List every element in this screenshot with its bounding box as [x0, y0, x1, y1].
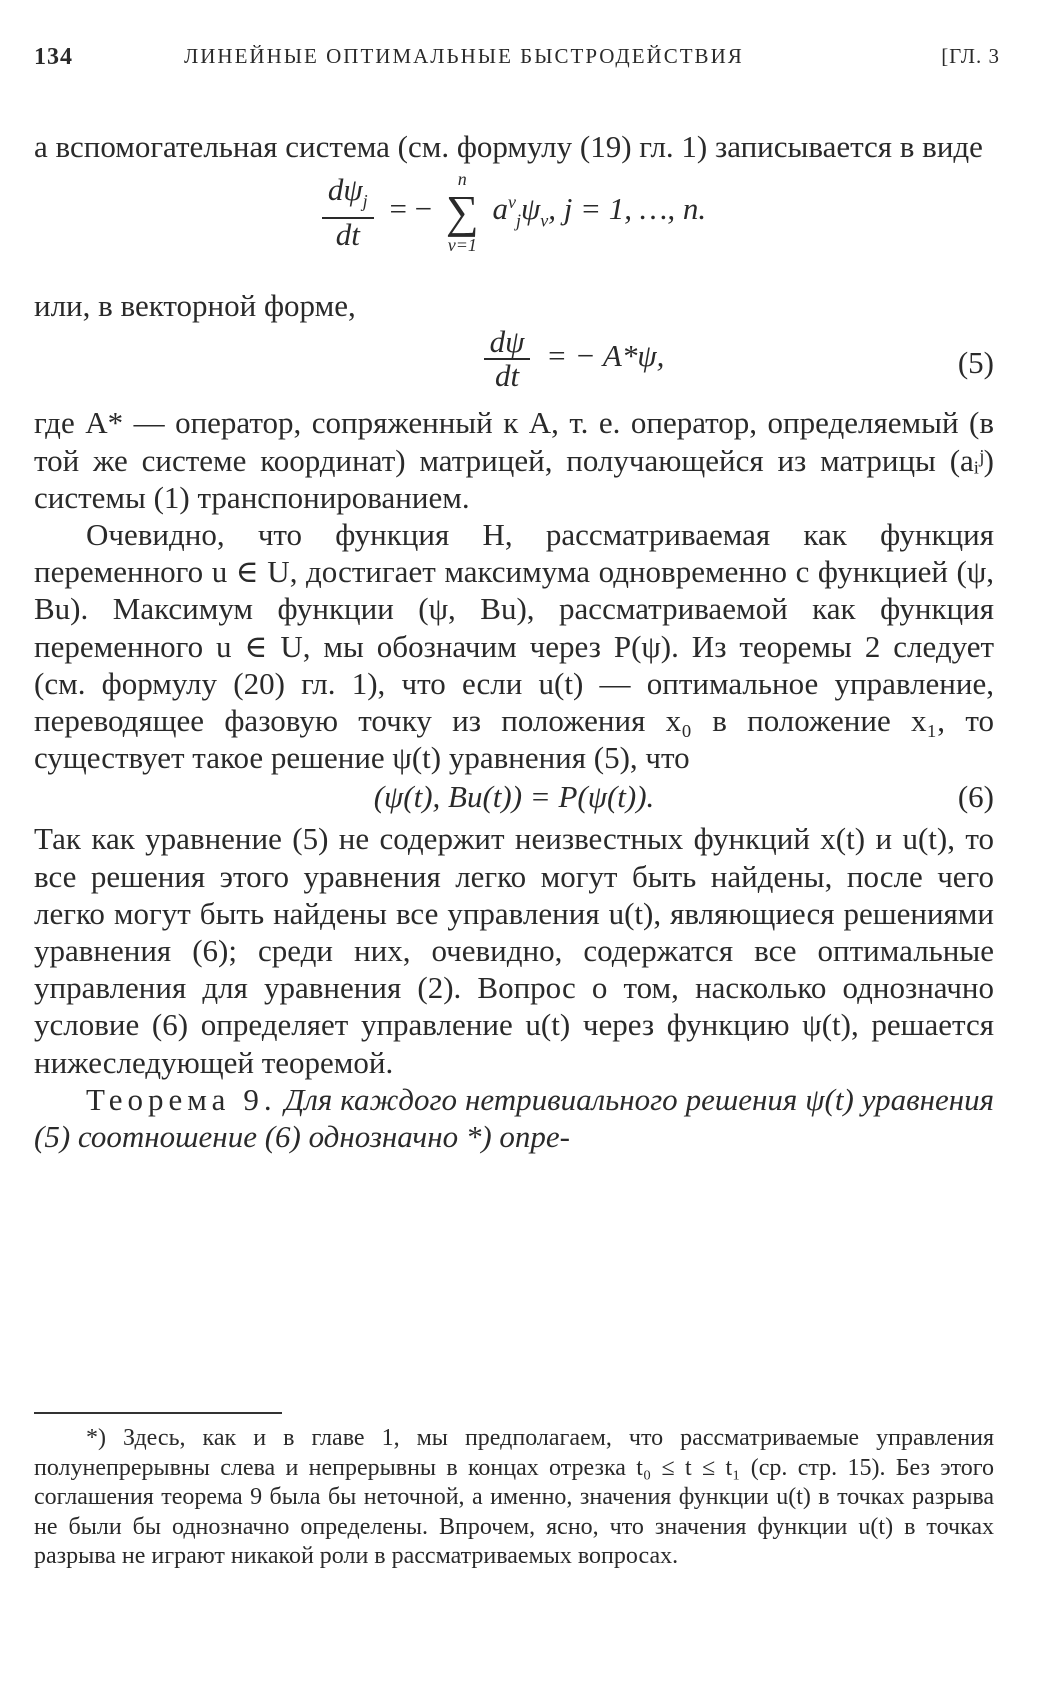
- equation-6: (ψ(t), Bu(t)) = P(ψ(t)). (6): [373, 779, 994, 815]
- footnote-separator: [34, 1412, 282, 1414]
- footnote: [34, 1424, 994, 1572]
- running-title: ЛИНЕЙНЫЕ ОПТИМАЛЬНЫЕ БЫСТРОДЕЙСТВИЯ: [184, 44, 744, 68]
- equation-auxiliary-system: $\frac{d\psi_j}{dt}$ = − n ∑ ν=1 $a^\nu_j\psi_\nu$, j = 1, …, n.: [34, 165, 994, 287]
- footnote-text: *) Здесь, как и в главе 1, мы предполагаем, что рассматриваемые управления полунепрерывны слева и непрерывны в концах отрезка t₀ ≤ t ≤ t₁ (ср. стр. 15). Без этого соглашения теорема 9 была бы неточной, а именно, значения функции u(t) в точках разрыва не были бы однозначно определены. Впрочем, ясно, что значения функции u(t) в точках разрыва не играют никакой роли в рассматриваемых вопросах.: [34, 1425, 994, 1570]
- fraction-dpsi-dt: $\frac{d\psi_j}{dt}$: [322, 174, 374, 251]
- theorem-heading: Теорема 9.: [86, 1081, 277, 1117]
- theorem-statement: Для каждого нетривиального решения ψ(t) уравнения (5) соотношение (6) однозначно *) опре-: [34, 1081, 994, 1155]
- paragraph-2: или, в векторной форме,: [34, 288, 356, 324]
- chapter-marker: [ГЛ. 3: [941, 44, 1000, 68]
- page-number: 134: [34, 44, 73, 70]
- running-header: [34, 44, 1000, 80]
- equation-label-5: (5): [957, 345, 994, 381]
- equation-5: $\frac{d\psi}{dt}$ = − A*ψ, (5): [34, 324, 994, 404]
- main-text: [34, 128, 994, 1155]
- theorem-9: [34, 1081, 994, 1155]
- paragraph-1: а вспомогательная система (см. формулу (19) гл. 1) записывается в виде: [34, 129, 983, 164]
- summation-symbol: n ∑ ν=1: [445, 169, 479, 256]
- paragraph-4: Очевидно, что функция H, рассматриваемая как функция переменного u ∈ U, достигает максимума одновременно с функцией (ψ, Bu). Максимум функции (ψ, Bu), рассматриваемой как функция переменного u ∈ U, мы обозначим через P(ψ). Из теоремы 2 следует (см. формулу (20) гл. 1), что если u(t) — оптимальное управление, переводящее фазовую точку из положения x₀ в положение x₁, то существует такое решение ψ(t) уравнения (5), что: [34, 517, 994, 776]
- paragraph-3: где A* — оператор, сопряженный к A, т. е. оператор, определяемый (в той же системе координат) матрицей, получающейся из матрицы (aᵢʲ) системы (1) транспонированием.: [34, 405, 994, 515]
- equation-label-6: (6): [957, 779, 994, 815]
- paragraph-5: Так как уравнение (5) не содержит неизвестных функций x(t) и u(t), то все решения этого уравнения легко могут быть найдены, после чего легко могут быть найдены все управления u(t), являющиеся решениями уравнения (6); среди них, очевидно, содержатся все оптимальные управления для уравнения (2). Вопрос о том, насколько однозначно условие (6) определяет управление u(t) через функцию ψ(t), решается нижеследующей теоремой.: [34, 821, 994, 1080]
